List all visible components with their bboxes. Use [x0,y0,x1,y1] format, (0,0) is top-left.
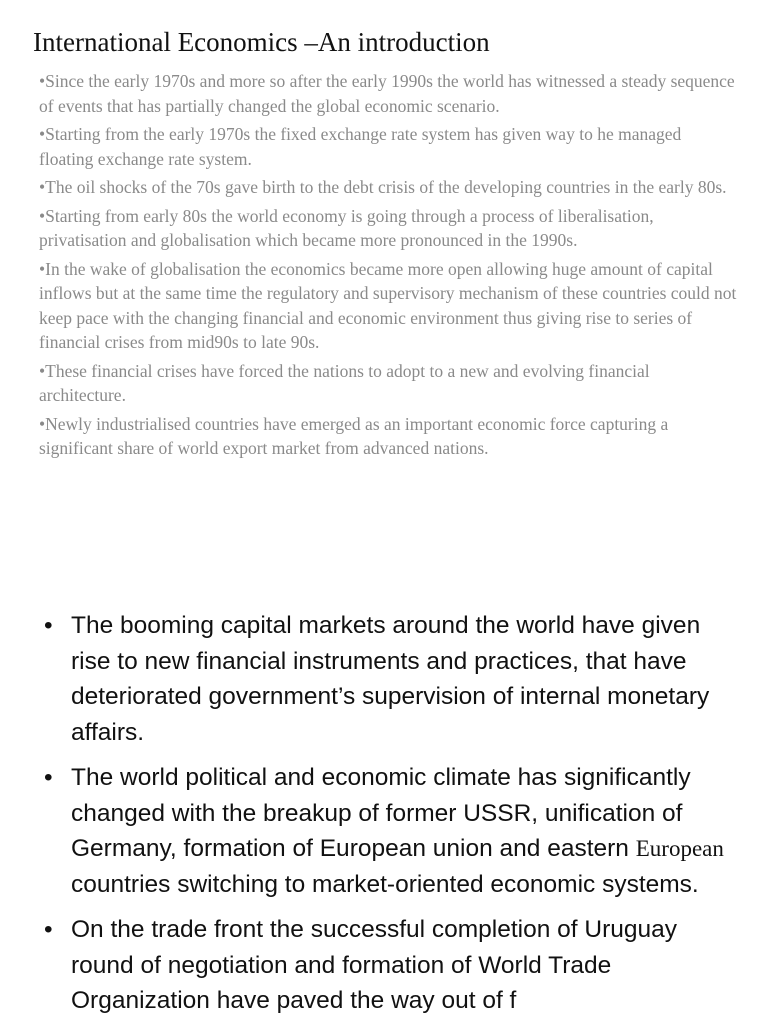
bullet-text: On the trade front the successful completion of Uruguay round of negotiation and formation of World Trade Organization have paved the way out of f [71,916,678,1014]
slide-title: International Economics –An introduction [33,27,490,57]
upper-bullet-item: •In the wake of globalisation the economics became more open allowing huge amount of capital inflows but at the same time the regulatory and supervisory mechanism of these countries could not keep pace with the changing financial and economic environment thus giving rise to series of financial crises from mid90s to late 90s. [39,258,737,352]
upper-bullet-item: •Newly industrialised countries have emerged as an important economic force capturing a significant share of world export market from advanced nations. [39,413,669,458]
bullet-text: The world political and economic climate has significantly changed with the breakup of former USSR, unification of Germany, formation of European union and eastern [71,764,691,862]
upper-bullet-item: •Starting from the early 1970s the fixed exchange rate system has given way to he managed floating exchange rate system. [39,124,682,169]
upper-bullet-item: •Starting from early 80s the world economy is going through a process of liberalisation, privatisation and globalisation which became more pronounced in the 1990s. [39,205,654,250]
upper-bullet-item: •These financial crises have forced the nations to adopt to a new and evolving financial architecture. [39,360,650,405]
bullet-text-serif-word: European [635,836,724,861]
bullet-marker: • [44,612,53,639]
lower-bullet-item [44,760,734,902]
bullet-text: The booming capital markets around the world have given rise to new financial instruments and practices, that have deteriorated government’s supervision of internal monetary affairs. [71,612,710,746]
bullet-text-continued: countries switching to market-oriented economic systems. [71,870,699,898]
upper-bullet-item: •The oil shocks of the 70s gave birth to the debt crisis of the developing countries in the early 80s. [39,177,727,197]
lower-bullet-list [44,608,734,1024]
lower-bullet-item [44,912,734,1019]
upper-bullet-list [39,69,739,465]
bullet-marker: • [44,764,53,791]
lower-bullet-item [44,608,734,750]
bullet-marker: • [44,916,53,943]
upper-bullet-item: •Since the early 1970s and more so after the early 1990s the world has witnessed a steady sequence of events that has partially changed the global economic scenario. [39,71,735,116]
